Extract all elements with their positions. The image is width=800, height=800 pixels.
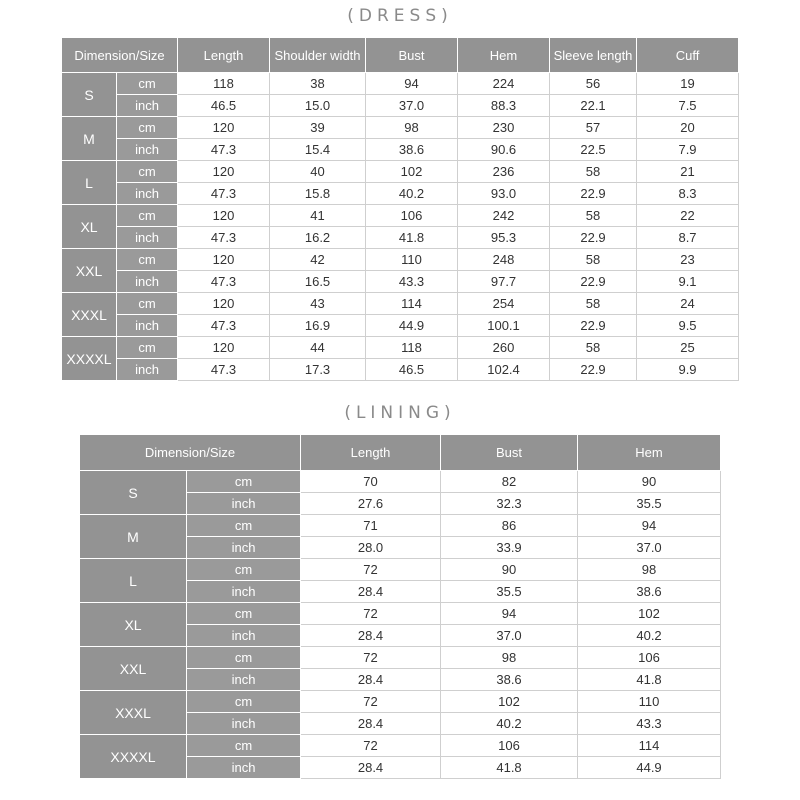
size-label: XXL	[62, 249, 117, 293]
unit-label: inch	[187, 537, 301, 559]
header-hem: Hem	[458, 38, 550, 73]
measurement-cell: 120	[178, 161, 270, 183]
header-sleeve-length: Sleeve length	[550, 38, 637, 73]
measurement-cell: 22.9	[550, 315, 637, 337]
size-label: L	[62, 161, 117, 205]
measurement-cell: 8.7	[637, 227, 739, 249]
measurement-cell: 114	[366, 293, 458, 315]
measurement-cell: 21	[637, 161, 739, 183]
measurement-cell: 41.8	[578, 669, 721, 691]
measurement-cell: 57	[550, 117, 637, 139]
measurement-cell: 242	[458, 205, 550, 227]
measurement-cell: 120	[178, 249, 270, 271]
unit-label: inch	[117, 271, 178, 293]
table-row	[62, 271, 739, 293]
measurement-cell: 37.0	[366, 95, 458, 117]
unit-label: cm	[117, 337, 178, 359]
header-length: Length	[301, 435, 441, 471]
measurement-cell: 47.3	[178, 315, 270, 337]
size-label: XXXL	[80, 691, 187, 735]
measurement-cell: 98	[366, 117, 458, 139]
measurement-cell: 236	[458, 161, 550, 183]
unit-label: inch	[187, 757, 301, 779]
measurement-cell: 15.4	[270, 139, 366, 161]
measurement-cell: 7.9	[637, 139, 739, 161]
measurement-cell: 106	[366, 205, 458, 227]
table-row	[62, 315, 739, 337]
measurement-cell: 28.4	[301, 669, 441, 691]
header-dimension-size: Dimension/Size	[80, 435, 301, 471]
measurement-cell: 37.0	[441, 625, 578, 647]
table-row	[80, 559, 721, 581]
lining-size-table	[79, 434, 721, 779]
measurement-cell: 94	[366, 73, 458, 95]
table-row	[62, 139, 739, 161]
measurement-cell: 38	[270, 73, 366, 95]
measurement-cell: 41.8	[366, 227, 458, 249]
unit-label: inch	[117, 315, 178, 337]
measurement-cell: 38.6	[366, 139, 458, 161]
table-row	[62, 73, 739, 95]
measurement-cell: 40	[270, 161, 366, 183]
table-row	[80, 603, 721, 625]
measurement-cell: 8.3	[637, 183, 739, 205]
measurement-cell: 120	[178, 293, 270, 315]
measurement-cell: 72	[301, 647, 441, 669]
lining-table-body	[80, 471, 721, 779]
measurement-cell: 72	[301, 603, 441, 625]
table-row	[62, 183, 739, 205]
measurement-cell: 28.4	[301, 625, 441, 647]
measurement-cell: 33.9	[441, 537, 578, 559]
measurement-cell: 110	[578, 691, 721, 713]
measurement-cell: 86	[441, 515, 578, 537]
measurement-cell: 9.5	[637, 315, 739, 337]
measurement-cell: 58	[550, 205, 637, 227]
dress-table-body	[62, 73, 739, 381]
measurement-cell: 28.4	[301, 713, 441, 735]
measurement-cell: 71	[301, 515, 441, 537]
measurement-cell: 24	[637, 293, 739, 315]
unit-label: cm	[117, 205, 178, 227]
size-label: S	[62, 73, 117, 117]
measurement-cell: 41.8	[441, 757, 578, 779]
measurement-cell: 72	[301, 735, 441, 757]
table-row	[80, 647, 721, 669]
table-row	[62, 227, 739, 249]
measurement-cell: 15.0	[270, 95, 366, 117]
unit-label: inch	[187, 581, 301, 603]
measurement-cell: 120	[178, 337, 270, 359]
unit-label: cm	[117, 161, 178, 183]
measurement-cell: 224	[458, 73, 550, 95]
unit-label: inch	[117, 359, 178, 381]
measurement-cell: 98	[441, 647, 578, 669]
measurement-cell: 90.6	[458, 139, 550, 161]
unit-label: cm	[187, 735, 301, 757]
unit-label: inch	[117, 139, 178, 161]
unit-label: cm	[117, 293, 178, 315]
measurement-cell: 22.9	[550, 271, 637, 293]
measurement-cell: 22	[637, 205, 739, 227]
table-row	[80, 735, 721, 757]
measurement-cell: 230	[458, 117, 550, 139]
measurement-cell: 110	[366, 249, 458, 271]
measurement-cell: 16.9	[270, 315, 366, 337]
measurement-cell: 27.6	[301, 493, 441, 515]
unit-label: inch	[117, 183, 178, 205]
unit-label: inch	[187, 713, 301, 735]
measurement-cell: 120	[178, 205, 270, 227]
measurement-cell: 32.3	[441, 493, 578, 515]
measurement-cell: 44.9	[578, 757, 721, 779]
measurement-cell: 106	[578, 647, 721, 669]
measurement-cell: 100.1	[458, 315, 550, 337]
header-bust: Bust	[441, 435, 578, 471]
measurement-cell: 35.5	[578, 493, 721, 515]
unit-label: inch	[187, 493, 301, 515]
measurement-cell: 38.6	[578, 581, 721, 603]
measurement-cell: 58	[550, 337, 637, 359]
measurement-cell: 95.3	[458, 227, 550, 249]
dress-section-title: (DRESS)	[347, 6, 453, 26]
measurement-cell: 93.0	[458, 183, 550, 205]
measurement-cell: 70	[301, 471, 441, 493]
size-label: S	[80, 471, 187, 515]
measurement-cell: 37.0	[578, 537, 721, 559]
size-label: XL	[80, 603, 187, 647]
size-label: XL	[62, 205, 117, 249]
measurement-cell: 43	[270, 293, 366, 315]
measurement-cell: 40.2	[578, 625, 721, 647]
table-row	[62, 249, 739, 271]
measurement-cell: 9.9	[637, 359, 739, 381]
measurement-cell: 114	[578, 735, 721, 757]
measurement-cell: 106	[441, 735, 578, 757]
measurement-cell: 44.9	[366, 315, 458, 337]
unit-label: inch	[187, 625, 301, 647]
measurement-cell: 22.1	[550, 95, 637, 117]
unit-label: cm	[117, 73, 178, 95]
measurement-cell: 120	[178, 117, 270, 139]
measurement-cell: 97.7	[458, 271, 550, 293]
measurement-cell: 43.3	[578, 713, 721, 735]
size-label: M	[80, 515, 187, 559]
measurement-cell: 22.9	[550, 359, 637, 381]
measurement-cell: 25	[637, 337, 739, 359]
table-row	[80, 691, 721, 713]
measurement-cell: 7.5	[637, 95, 739, 117]
table-row	[62, 205, 739, 227]
measurement-cell: 42	[270, 249, 366, 271]
measurement-cell: 16.2	[270, 227, 366, 249]
unit-label: cm	[187, 471, 301, 493]
header-shoulder-width: Shoulder width	[270, 38, 366, 73]
measurement-cell: 58	[550, 161, 637, 183]
measurement-cell: 22.9	[550, 227, 637, 249]
table-row	[62, 161, 739, 183]
measurement-cell: 260	[458, 337, 550, 359]
measurement-cell: 72	[301, 691, 441, 713]
measurement-cell: 39	[270, 117, 366, 139]
unit-label: cm	[187, 603, 301, 625]
measurement-cell: 35.5	[441, 581, 578, 603]
measurement-cell: 102	[366, 161, 458, 183]
measurement-cell: 15.8	[270, 183, 366, 205]
measurement-cell: 118	[366, 337, 458, 359]
measurement-cell: 22.5	[550, 139, 637, 161]
table-row	[62, 117, 739, 139]
unit-label: cm	[187, 559, 301, 581]
measurement-cell: 19	[637, 73, 739, 95]
measurement-cell: 118	[178, 73, 270, 95]
table-row	[62, 95, 739, 117]
header-hem: Hem	[578, 435, 721, 471]
size-label: XXXL	[62, 293, 117, 337]
header-dimension-size: Dimension/Size	[62, 38, 178, 73]
unit-label: cm	[117, 249, 178, 271]
header-length: Length	[178, 38, 270, 73]
unit-label: cm	[187, 647, 301, 669]
unit-label: inch	[117, 227, 178, 249]
measurement-cell: 16.5	[270, 271, 366, 293]
measurement-cell: 17.3	[270, 359, 366, 381]
measurement-cell: 58	[550, 249, 637, 271]
measurement-cell: 58	[550, 293, 637, 315]
measurement-cell: 90	[441, 559, 578, 581]
measurement-cell: 44	[270, 337, 366, 359]
measurement-cell: 102	[441, 691, 578, 713]
measurement-cell: 40.2	[441, 713, 578, 735]
measurement-cell: 94	[441, 603, 578, 625]
measurement-cell: 43.3	[366, 271, 458, 293]
lining-header-row	[80, 435, 721, 471]
measurement-cell: 72	[301, 559, 441, 581]
table-row	[62, 359, 739, 381]
measurement-cell: 9.1	[637, 271, 739, 293]
measurement-cell: 47.3	[178, 183, 270, 205]
size-label: XXXXL	[62, 337, 117, 381]
measurement-cell: 98	[578, 559, 721, 581]
unit-label: inch	[117, 95, 178, 117]
measurement-cell: 47.3	[178, 359, 270, 381]
size-label: XXL	[80, 647, 187, 691]
measurement-cell: 46.5	[366, 359, 458, 381]
size-label: M	[62, 117, 117, 161]
unit-label: cm	[117, 117, 178, 139]
measurement-cell: 94	[578, 515, 721, 537]
size-label: XXXXL	[80, 735, 187, 779]
measurement-cell: 47.3	[178, 271, 270, 293]
measurement-cell: 46.5	[178, 95, 270, 117]
measurement-cell: 28.0	[301, 537, 441, 559]
measurement-cell: 40.2	[366, 183, 458, 205]
dress-header-row	[62, 38, 739, 73]
measurement-cell: 23	[637, 249, 739, 271]
unit-label: inch	[187, 669, 301, 691]
measurement-cell: 90	[578, 471, 721, 493]
measurement-cell: 22.9	[550, 183, 637, 205]
measurement-cell: 20	[637, 117, 739, 139]
table-row	[80, 471, 721, 493]
header-bust: Bust	[366, 38, 458, 73]
measurement-cell: 28.4	[301, 581, 441, 603]
lining-section-title: (LINING)	[344, 403, 456, 423]
size-label: L	[80, 559, 187, 603]
measurement-cell: 254	[458, 293, 550, 315]
table-row	[62, 293, 739, 315]
measurement-cell: 47.3	[178, 139, 270, 161]
measurement-cell: 38.6	[441, 669, 578, 691]
measurement-cell: 28.4	[301, 757, 441, 779]
unit-label: cm	[187, 691, 301, 713]
measurement-cell: 56	[550, 73, 637, 95]
measurement-cell: 82	[441, 471, 578, 493]
measurement-cell: 248	[458, 249, 550, 271]
table-row	[80, 515, 721, 537]
measurement-cell: 47.3	[178, 227, 270, 249]
table-row	[62, 337, 739, 359]
header-cuff: Cuff	[637, 38, 739, 73]
measurement-cell: 102.4	[458, 359, 550, 381]
measurement-cell: 102	[578, 603, 721, 625]
dress-size-table	[61, 37, 739, 381]
unit-label: cm	[187, 515, 301, 537]
measurement-cell: 41	[270, 205, 366, 227]
measurement-cell: 88.3	[458, 95, 550, 117]
